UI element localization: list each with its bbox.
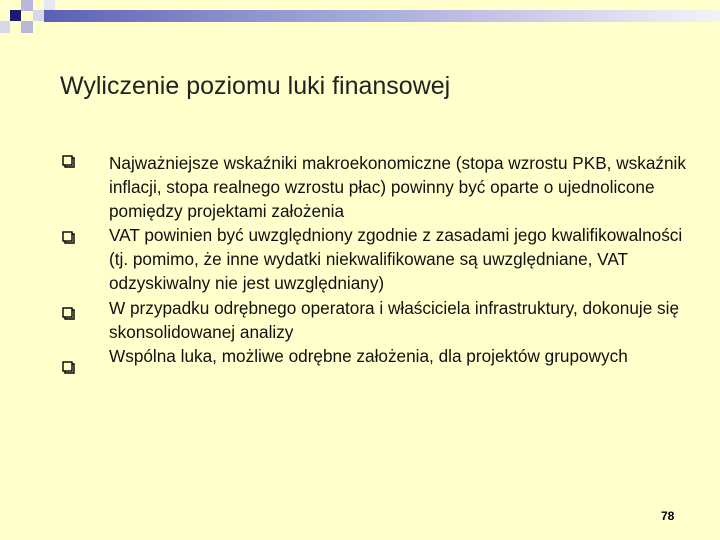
decorative-square <box>21 21 33 33</box>
slide-title: Wyliczenie poziomu luki finansowej <box>60 72 451 100</box>
bullet-item: VAT powinien być uwzględniony zgodnie z zasadami jego kwalifikowalności (tj. pomimo, że inne wydatki niekwalifikowane są uwzględniane, VAT odzyskiwalny nie jest uwzględniany) <box>109 225 683 294</box>
decorative-square <box>33 10 44 21</box>
decorative-square <box>0 21 10 33</box>
page-number: 78 <box>661 509 675 523</box>
bullet-item: Wspólna luka, możliwe odrębne założenia, dla projektów grupowych <box>109 345 628 366</box>
bullet-item: W przypadku odrębnego operatora i właściciela infrastruktury, dokonuje się skonsolidowanej analizy <box>109 297 680 342</box>
decorative-header-bar <box>44 10 720 22</box>
hollow-square-bullet-icon <box>62 155 75 168</box>
bullet-list <box>109 151 699 368</box>
decorative-square <box>44 0 55 10</box>
hollow-square-bullet-icon <box>62 231 75 244</box>
hollow-square-bullet-icon <box>62 361 75 374</box>
decorative-square <box>10 10 21 21</box>
hollow-square-bullet-icon <box>62 307 75 320</box>
decorative-square <box>21 0 33 11</box>
bullet-item: Najważniejsze wskaźniki makroekonomiczne (stopa wzrostu PKB, wskaźnik inflacji, stopa realnego wzrostu płac) powinny być oparte o ujednolicone pomiędzy projektami założenia <box>109 153 686 222</box>
